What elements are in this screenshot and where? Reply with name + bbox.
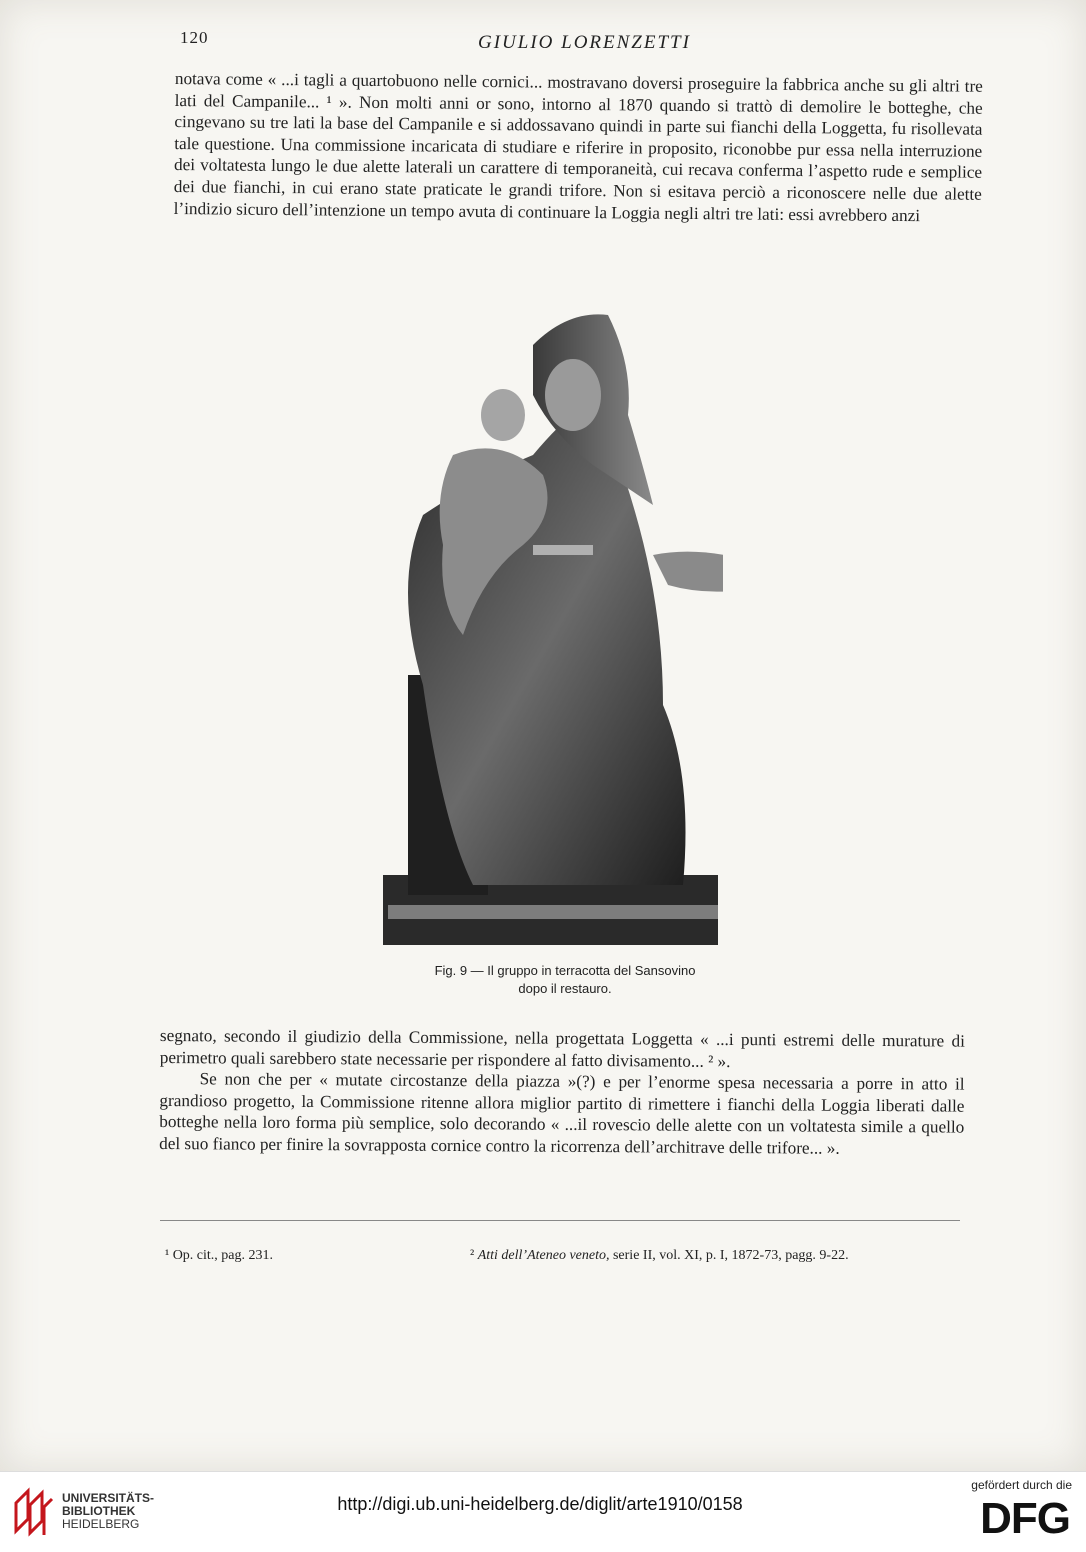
- funded-by-text: gefördert durch die: [971, 1478, 1072, 1492]
- footnote-2-title: Atti dell’Ateneo veneto,: [477, 1248, 610, 1263]
- page-number: 120: [180, 28, 209, 47]
- paragraph-bottom-1: segnato, secondo il giudizio della Commissione, nella progettata Loggetta « ...i punti estremi delle murature di perimetro quali sarebbero state necessarie per rispondere al fatto divisamento... ² ».: [159, 1026, 965, 1071]
- sculpture-photo: [383, 305, 723, 945]
- dfg-logo[interactable]: DFG: [980, 1494, 1070, 1543]
- figure-caption: [360, 962, 770, 998]
- library-line-3: HEIDELBERG: [62, 1517, 140, 1531]
- paragraph-bottom-2: Se non che per « mutate circostanze della piazza »(?) e per l’enorme spesa necessaria a porre in atto il grandioso progetto, la Commissione ritenne allora miglior partito di rimettere i fianchi della Loggia liberati dalle botteghe nella loro forma più semplice, solo decorando « ...il rovescio delle alette con un voltatesta simile a quello del suo fianco per finire la sovrapposta cornice contro la ricorrenza dell’architrave delle trifore... ».: [159, 1069, 965, 1158]
- madonna-head: [545, 359, 601, 431]
- pedestal-molding: [388, 905, 718, 919]
- permalink-url[interactable]: http://digi.ub.uni-heidelberg.de/diglit/arte1910/0158: [337, 1494, 743, 1514]
- footnote-rule: [160, 1220, 960, 1221]
- library-line-2: BIBLIOTHEK: [62, 1504, 136, 1518]
- caption-line-1: Fig. 9 — Il gruppo in terracotta del Sansovino: [434, 963, 696, 978]
- child-head: [481, 389, 525, 441]
- caption-line-2: dopo il restauro.: [518, 981, 612, 996]
- belt: [533, 545, 593, 555]
- library-name[interactable]: [62, 1492, 154, 1531]
- running-head: GIULIO LORENZETTI: [478, 32, 691, 53]
- viewer-footer: [0, 1471, 1086, 1552]
- footnote-2-mark: ²: [470, 1248, 475, 1263]
- footnote-2: [470, 1248, 849, 1264]
- university-library-icon: [12, 1487, 54, 1537]
- paragraph-top: notava come « ...i tagli a quartobuono nelle cornici... mostravano doversi proseguire la fabbrica anche su gli altri tre lati del Campanile... ¹ ». Non molti anni or sono, intorno al 1870 quando si trattò di demolire le botteghe, che cingevano su tre lati la base del Campanile e si addossavano quindi in parte sui fianchi della Loggetta, fu risollevata tale questione. Una commissione incaricata di studiare e riferire in proposito, riconobbe pur essa nella interruzione dei voltatesta lungo le due alette laterali un carattere di temporaneità, cui recava conferma l’aspetto rude e semplice dei due fianchi, in cui erano state praticate le grandi trifore. Non si esitava perciò a riconoscere nelle due alette l’indizio sicuro dell’intenzione un tempo avuta di continuare la Loggia negli altri tre lati: essi avrebbero anzi: [173, 68, 983, 225]
- madonna-hand: [653, 552, 723, 592]
- footnote-2-rest: serie II, vol. XI, p. I, 1872-73, pagg. 9-22.: [612, 1248, 849, 1263]
- text-block-bottom: [159, 1025, 965, 1160]
- footnote-1: ¹ Op. cit., pag. 231.: [165, 1248, 274, 1263]
- library-line-1: UNIVERSITÄTS-: [62, 1491, 155, 1505]
